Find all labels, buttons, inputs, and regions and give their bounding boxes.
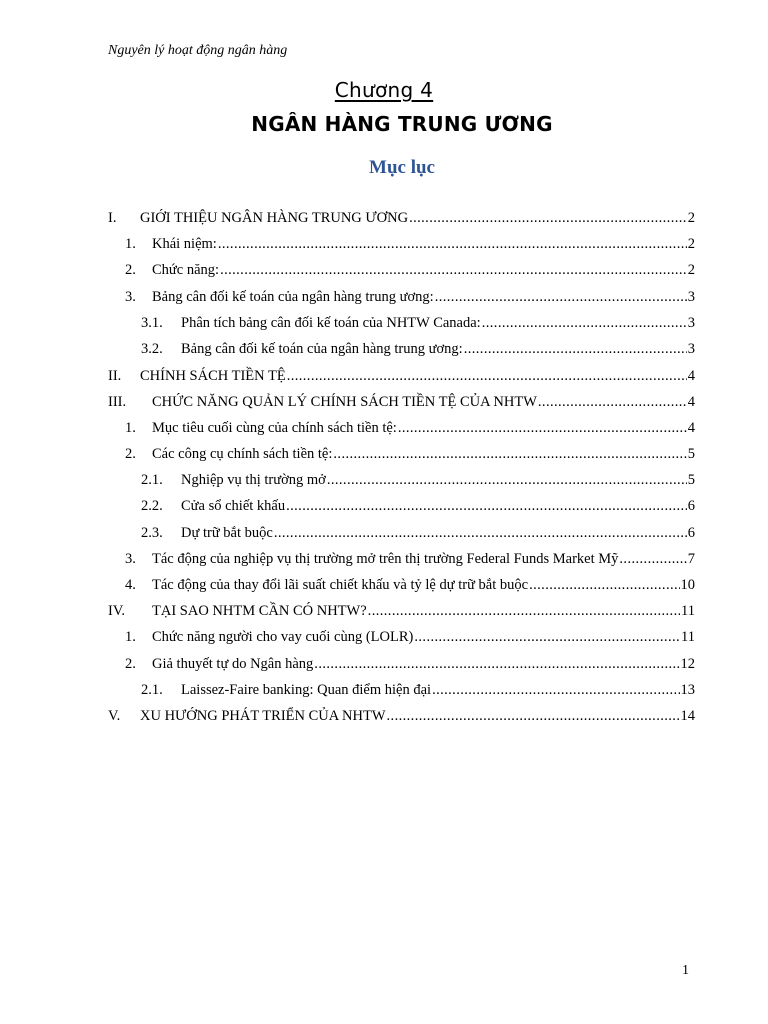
- toc-entry-number: 2.: [125, 262, 136, 278]
- toc-entry-title: Dự trữ bắt buộc: [181, 525, 273, 541]
- toc-entry-page: 3: [687, 341, 695, 357]
- toc-entry-title: Cửa sổ chiết khấu: [181, 498, 286, 514]
- toc-entry[interactable]: [141, 471, 695, 489]
- toc-entry-title: Giả thuyết tự do Ngân hàng: [152, 656, 314, 672]
- toc-leader-dots: [274, 524, 687, 542]
- toc-entry-number: 2.: [125, 446, 136, 462]
- toc-entry-number: 1.: [125, 236, 136, 252]
- toc-entry-title: Phân tích bảng cân đối kế toán của NHTW Canada:: [181, 315, 481, 331]
- toc-entry-title: Tác động của nghiệp vụ thị trường mở trên thị trường Federal Funds Market Mỹ: [152, 551, 619, 567]
- toc-entry-page: 4: [687, 420, 695, 436]
- toc-entry[interactable]: [141, 340, 695, 358]
- toc-entry[interactable]: [125, 288, 695, 306]
- toc-entry[interactable]: [125, 628, 695, 646]
- toc-entry-title: Chức năng:: [152, 262, 220, 278]
- toc-leader-dots: [286, 497, 687, 515]
- toc-leader-dots: [327, 471, 687, 489]
- toc-entry-number: 2.3.: [141, 525, 163, 541]
- toc-entry-number: 2.2.: [141, 498, 163, 514]
- toc-entry[interactable]: [125, 419, 695, 437]
- toc-entry[interactable]: [125, 655, 695, 673]
- toc-entry-title: XU HƯỚNG PHÁT TRIỂN CỦA NHTW: [140, 708, 386, 724]
- toc-leader-dots: [482, 314, 687, 332]
- toc-leader-dots: [368, 602, 680, 620]
- toc-leader-dots: [414, 628, 680, 646]
- toc-entry-number: 1.: [125, 629, 136, 645]
- toc-entry-number: 3.2.: [141, 341, 163, 357]
- toc-entry-title: Khái niệm:: [152, 236, 217, 252]
- toc-leader-dots: [538, 393, 687, 411]
- toc-entry-page: 3: [687, 289, 695, 305]
- toc-entry-number: IV.: [108, 603, 126, 619]
- toc-entry-title: GIỚI THIỆU NGÂN HÀNG TRUNG ƯƠNG: [140, 210, 409, 226]
- toc-entry-page: 2: [687, 236, 695, 252]
- toc-leader-dots: [333, 445, 686, 463]
- toc-entry-page: 14: [680, 708, 695, 724]
- chapter-title: NGÂN HÀNG TRUNG ƯƠNG: [251, 112, 553, 136]
- toc-leader-dots: [314, 655, 679, 673]
- toc-leader-dots: [287, 367, 687, 385]
- toc-entry[interactable]: [141, 497, 695, 515]
- toc-leader-dots: [398, 419, 687, 437]
- toc-leader-dots: [619, 550, 686, 568]
- toc-entry-number: 1.: [125, 420, 136, 436]
- toc-entry-title: Chức năng người cho vay cuối cùng (LOLR): [152, 629, 414, 645]
- toc-entry[interactable]: [108, 367, 695, 385]
- toc-entry[interactable]: [125, 550, 695, 568]
- toc-entry-number: II.: [108, 368, 122, 384]
- toc-entry-page: 11: [681, 629, 695, 645]
- toc-entry[interactable]: [125, 445, 695, 463]
- chapter-label: Chương 4: [334, 78, 434, 102]
- toc-entry-number: 3.: [125, 289, 136, 305]
- toc-leader-dots: [529, 576, 679, 594]
- toc-entry-page: 4: [687, 368, 695, 384]
- toc-entry-number: V.: [108, 708, 121, 724]
- toc-entry-title: Nghiệp vụ thị trường mở: [181, 472, 326, 488]
- toc-entry[interactable]: [125, 235, 695, 253]
- toc-entry-title: Các công cụ chính sách tiền tệ:: [152, 446, 333, 462]
- toc-entry-page: 6: [687, 498, 695, 514]
- toc-entry[interactable]: [108, 707, 695, 725]
- toc-entry-page: 12: [680, 656, 695, 672]
- toc-entry[interactable]: [141, 314, 695, 332]
- toc-leader-dots: [409, 209, 687, 227]
- toc-entry[interactable]: [141, 681, 695, 699]
- toc-entry-title: Bảng cân đối kế toán của ngân hàng trung ương:: [181, 341, 463, 357]
- toc-entry-title: TẠI SAO NHTM CẦN CÓ NHTW?: [152, 603, 367, 619]
- toc-entry-page: 2: [687, 210, 695, 226]
- toc-entry[interactable]: [108, 209, 695, 227]
- toc-entry-number: 2.1.: [141, 682, 163, 698]
- toc-entry-page: 2: [687, 262, 695, 278]
- toc-entry-page: 13: [680, 682, 695, 698]
- toc-entry-number: 3.1.: [141, 315, 163, 331]
- toc-entry-title: Mục tiêu cuối cùng của chính sách tiền tệ:: [152, 420, 397, 436]
- toc-entry-number: 4.: [125, 577, 136, 593]
- page-number: 1: [682, 963, 689, 978]
- toc-entry[interactable]: [125, 576, 695, 594]
- toc-entry[interactable]: [125, 261, 695, 279]
- toc-entry-number: 2.1.: [141, 472, 163, 488]
- toc-entry[interactable]: [141, 524, 695, 542]
- toc-heading: Mục lục: [369, 157, 435, 178]
- toc-entry-page: 3: [687, 315, 695, 331]
- toc-entry-page: 6: [687, 525, 695, 541]
- toc-entry-number: III.: [108, 394, 127, 410]
- toc-leader-dots: [432, 681, 679, 699]
- toc-entry-page: 5: [687, 446, 695, 462]
- toc-entry-page: 4: [687, 394, 695, 410]
- toc-entry-page: 11: [681, 603, 695, 619]
- toc-entry-title: Tác động của thay đổi lãi suất chiết khấu và tỷ lệ dự trữ bắt buộc: [152, 577, 529, 593]
- toc-entry-title: CHỨC NĂNG QUẢN LÝ CHÍNH SÁCH TIỀN TỆ CỦA NHTW: [152, 394, 537, 410]
- toc-leader-dots: [464, 340, 687, 358]
- toc-leader-dots: [435, 288, 687, 306]
- toc-leader-dots: [218, 235, 687, 253]
- toc-entry[interactable]: [108, 393, 695, 411]
- toc-entry-number: 2.: [125, 656, 136, 672]
- toc-entry-title: Laissez-Faire banking: Quan điểm hiện đại: [181, 682, 432, 698]
- running-header: Nguyên lý hoạt động ngân hàng: [108, 43, 288, 58]
- toc-leader-dots: [387, 707, 680, 725]
- toc-entry[interactable]: [108, 602, 695, 620]
- toc-entry-number: I.: [108, 210, 117, 226]
- toc-entry-page: 5: [687, 472, 695, 488]
- toc-leader-dots: [220, 261, 687, 279]
- toc-entry-number: 3.: [125, 551, 136, 567]
- toc-entry-page: 10: [680, 577, 695, 593]
- toc-entry-page: 7: [687, 551, 695, 567]
- toc-entry-title: Bảng cân đối kế toán của ngân hàng trung ương:: [152, 289, 434, 305]
- toc-entry-title: CHÍNH SÁCH TIỀN TỆ: [140, 368, 286, 384]
